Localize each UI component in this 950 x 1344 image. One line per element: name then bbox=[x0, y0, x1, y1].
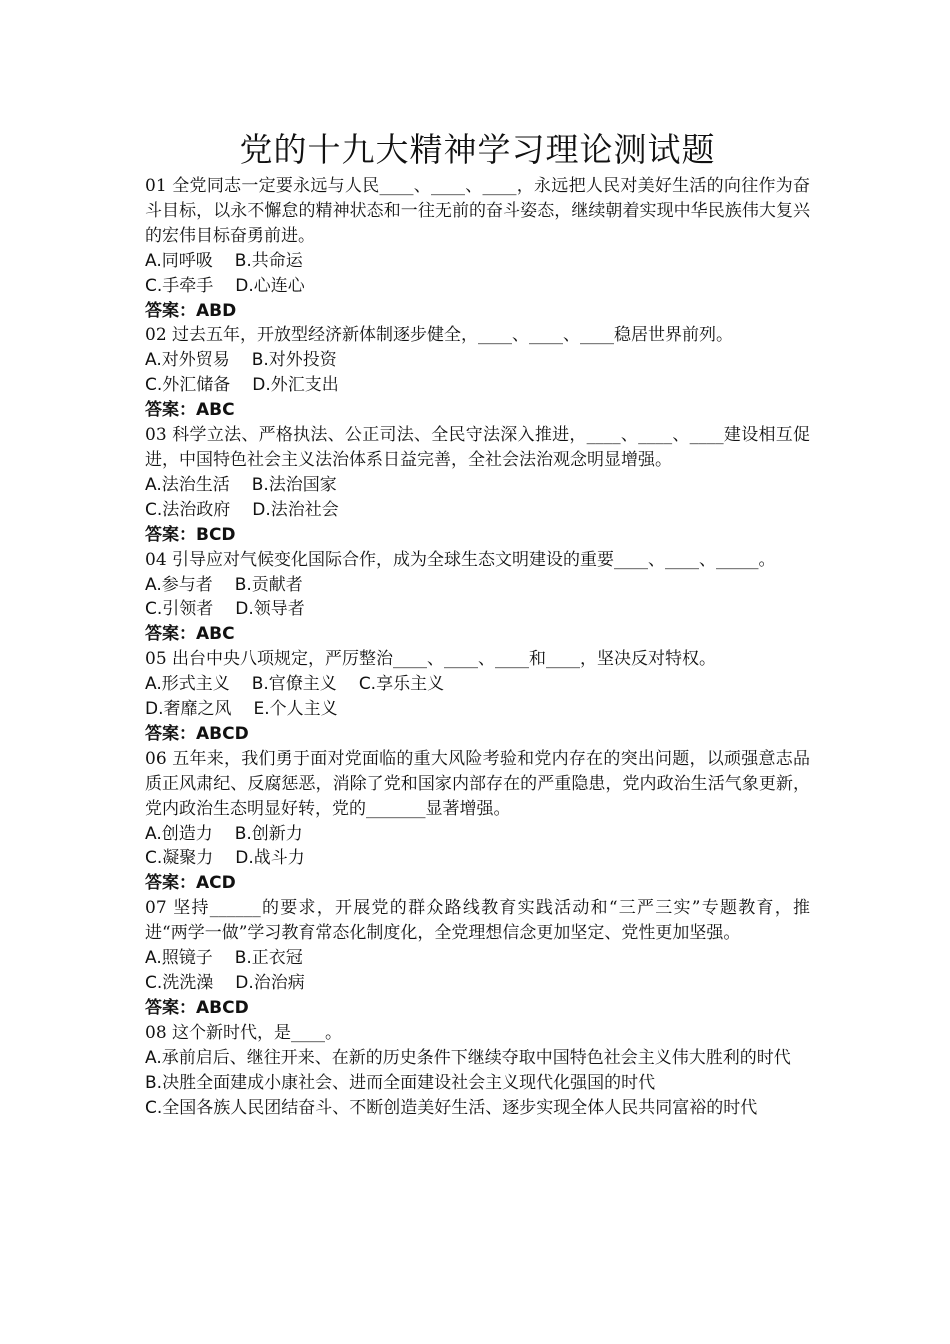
option: C.法治政府 bbox=[145, 499, 231, 520]
option: B.法治国家 bbox=[251, 474, 337, 495]
option: A.照镜子 bbox=[145, 948, 213, 969]
option-row bbox=[145, 672, 810, 697]
option-row bbox=[145, 498, 810, 523]
option: A.法治生活 bbox=[145, 474, 230, 495]
option: D.战斗力 bbox=[235, 848, 305, 869]
option: A.承前启后、继往开来、在新的历史条件下继续夺取中国特色社会主义伟大胜利的时代 bbox=[145, 1047, 791, 1068]
option: D.法治社会 bbox=[252, 499, 339, 520]
option: D.心连心 bbox=[235, 275, 305, 296]
option: D.奢靡之风 bbox=[145, 699, 232, 720]
option-row bbox=[145, 822, 810, 847]
option-row bbox=[145, 946, 810, 971]
document-body bbox=[145, 128, 810, 1120]
option-row bbox=[145, 348, 810, 373]
option: B.共命运 bbox=[234, 250, 303, 271]
option: D.治治病 bbox=[235, 973, 305, 993]
question-block bbox=[145, 747, 810, 896]
question-text: 07 坚持______的要求，开展党的群众路线教育实践活动和“三严三实”专题教育，推进“两学一做”学习教育常态化制度化，全党理想信念更加坚定、党性更加坚强。 bbox=[145, 898, 810, 944]
option: B.对外投资 bbox=[251, 350, 337, 371]
answer: 答案：BCD bbox=[145, 524, 236, 545]
option: E.个人主义 bbox=[253, 699, 338, 720]
question-block bbox=[145, 174, 810, 323]
option-row bbox=[145, 249, 810, 274]
answer: 答案：ABD bbox=[145, 300, 237, 321]
option: A.参与者 bbox=[145, 574, 213, 595]
question-block bbox=[145, 423, 810, 548]
option: C.享乐主义 bbox=[358, 674, 445, 695]
question-block bbox=[145, 647, 810, 747]
option: B.官僚主义 bbox=[251, 674, 337, 695]
page-title: 党的十九大精神学习理论测试题 bbox=[239, 130, 716, 169]
question-text: 05 出台中央八项规定，严厉整治____、____、____和____，坚决反对特权。 bbox=[145, 649, 717, 670]
question-text: 08 这个新时代，是____。 bbox=[145, 1022, 343, 1043]
option: D.外汇支出 bbox=[252, 375, 339, 396]
option-row bbox=[145, 373, 810, 398]
option: A.创造力 bbox=[145, 823, 213, 844]
question-text: 06 五年来，我们勇于面对党面临的重大风险考验和党内存在的突出问题，以顽强意志品质正风肃纪、反腐惩恶，消除了党和国家内部存在的严重隐患，党内政治生活气象更新，党内政治生态明显好转，党的_______显著增强。 bbox=[145, 748, 810, 819]
option: A.形式主义 bbox=[145, 674, 230, 695]
option: C.凝聚力 bbox=[145, 848, 214, 869]
option: A.对外贸易 bbox=[145, 350, 230, 371]
option-row bbox=[145, 846, 810, 871]
option: B.贡献者 bbox=[234, 574, 303, 595]
option: D.领导者 bbox=[235, 599, 305, 620]
question-block bbox=[145, 323, 810, 423]
option: C.全国各族人民团结奋斗、不断创造美好生活、逐步实现全体人民共同富裕的时代 bbox=[145, 1097, 758, 1118]
question-text: 03 科学立法、严格执法、公正司法、全民守法深入推进，____、____、____建设相互促进，中国特色社会主义法治体系日益完善，全社会法治观念明显增强。 bbox=[145, 425, 810, 470]
answer: 答案：ABC bbox=[145, 400, 235, 421]
question-block bbox=[145, 1021, 810, 1121]
option: A.同呼吸 bbox=[145, 250, 213, 271]
option: C.手牵手 bbox=[145, 275, 214, 296]
option-row bbox=[145, 971, 810, 996]
answer: 答案：ABCD bbox=[145, 723, 249, 744]
option-row bbox=[145, 697, 810, 722]
option-row bbox=[145, 473, 810, 498]
option: B.决胜全面建成小康社会、进而全面建设社会主义现代化强国的时代 bbox=[145, 1072, 656, 1093]
option-row bbox=[145, 274, 810, 299]
option: B.正衣冠 bbox=[234, 948, 303, 969]
answer: 答案：ACD bbox=[145, 873, 236, 894]
question-text: 02 过去五年，开放型经济新体制逐步健全，____、____、____稳居世界前列。 bbox=[145, 325, 734, 346]
answer: 答案：ABCD bbox=[145, 997, 249, 1018]
question-block bbox=[145, 896, 810, 1021]
option: C.洗洗澡 bbox=[145, 973, 214, 993]
answer: 答案：ABC bbox=[145, 624, 235, 645]
question-text: 01 全党同志一定要永远与人民____、____、____，永远把人民对美好生活的向往作为奋斗目标，以永不懈怠的精神状态和一往无前的奋斗姿态，继续朝着实现中华民族伟大复兴的宏伟目标奋勇前进。 bbox=[145, 176, 810, 246]
option: C.外汇储备 bbox=[145, 375, 231, 396]
option-row bbox=[145, 573, 810, 598]
question-block bbox=[145, 548, 810, 648]
option: B.创新力 bbox=[234, 823, 303, 844]
option: C.引领者 bbox=[145, 599, 214, 620]
question-text: 04 引导应对气候变化国际合作，成为全球生态文明建设的重要____、____、_____。 bbox=[145, 549, 776, 570]
option-row bbox=[145, 597, 810, 622]
